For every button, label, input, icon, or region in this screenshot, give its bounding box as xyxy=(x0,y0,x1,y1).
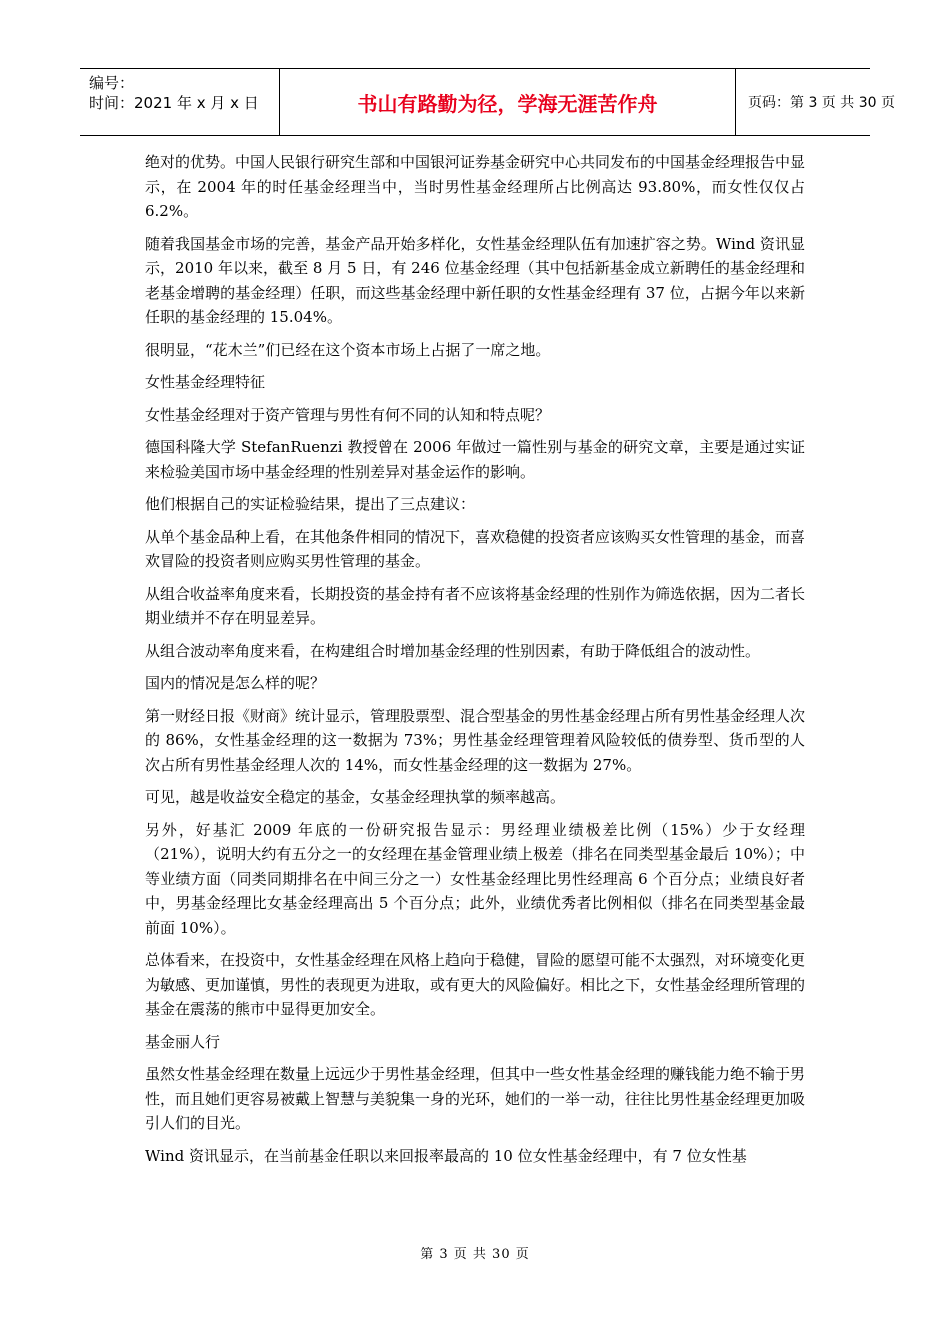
paragraph: 可见，越是收益安全稳定的基金，女基金经理执掌的频率越高。 xyxy=(145,788,566,806)
paragraph: 从组合波动率角度来看，在构建组合时增加基金经理的性别因素，有助于降低组合的波动性。 xyxy=(145,641,761,660)
header-meta xyxy=(80,69,280,135)
document-body xyxy=(145,150,805,1176)
paragraph: 很明显，“花木兰”们已经在这个资本市场上占据了一席之地。 xyxy=(145,340,551,359)
section-heading: 女性基金经理特征 xyxy=(145,373,266,391)
section-heading: 基金丽人行 xyxy=(145,1032,221,1051)
document-date-label: 时间：2021 年 x 月 x 日 xyxy=(89,94,259,112)
page-footer: 第 3 页 共 30 页 xyxy=(420,1247,530,1262)
document-number-label: 编号： xyxy=(89,74,135,92)
paragraph: 女性基金经理对于资产管理与男性有何不同的认知和特点呢？ xyxy=(145,405,551,424)
paragraph: 第一财经日报《财商》统计显示，管理股票型、混合型基金的男性基金经理占所有男性基金经理人次的 86%，女性基金经理的这一数据为 73%；男性基金经理管理着风险较低的债券型、货币型的人次占所有男性基金经理人次的 14%，而女性基金经理的这一数据为 27%。 xyxy=(145,706,806,774)
header-motto: 书山有路勤为径，学海无涯苦作舟 xyxy=(280,69,736,135)
paragraph: 另外，好基汇 2009 年底的一份研究报告显示：男经理业绩极差比例（15%）少于女经理（21%），说明大约有五分之一的女经理在基金管理业绩上极差（排名在同类型基金最后 10%）；中等业绩方面（同类同期排名在中间三分之一）女性基金经理比男性经理高 6 个百分点；业绩良好者中，男基金经理比女基金经理高出 5 个百分点；此外，业绩优秀者比例相似（排名在同类型基金最前面 10%）。 xyxy=(145,820,805,937)
paragraph: 他们根据自己的实证检验结果，提出了三点建议： xyxy=(145,495,476,513)
paragraph: 总体看来，在投资中，女性基金经理在风格上趋向于稳健，冒险的愿望可能不太强烈，对环境变化更为敏感、更加谨慎，男性的表现更为进取，或有更大的风险偏好。相比之下，女性基金经理所管理的基金在震荡的熊市中显得更加安全。 xyxy=(145,951,806,1018)
paragraph: 从单个基金品种上看，在其他条件相同的情况下，喜欢稳健的投资者应该购买女性管理的基金，而喜欢冒险的投资者则应购买男性管理的基金。 xyxy=(145,527,806,570)
paragraph: 随着我国基金市场的完善，基金产品开始多样化，女性基金经理队伍有加速扩容之势。Wind 资讯显示，2010 年以来，截至 8 月 5 日，有 246 位基金经理（其中包括新基金成立新聘任的基金经理和老基金增聘的基金经理）任职，而这些基金经理中新任职的女性基金经理有 37 位，占据今年以来新任职的基金经理的 15.04%。 xyxy=(145,234,805,326)
header-page-number: 页码：第 3 页 共 30 页 xyxy=(748,95,895,111)
page-header xyxy=(80,68,895,136)
paragraph: 德国科隆大学 StefanRuenzi 教授曾在 2006 年做过一篇性别与基金的研究文章，主要是通过实证来检验美国市场中基金经理的性别差异对基金运作的影响。 xyxy=(145,438,805,481)
paragraph: Wind 资讯显示，在当前基金任职以来回报率最高的 10 位女性基金经理中，有 7 位女性基 xyxy=(145,1146,747,1165)
paragraph: 虽然女性基金经理在数量上远远少于男性基金经理，但其中一些女性基金经理的赚钱能力绝不输于男性，而且她们更容易被戴上智慧与美貌集一身的光环，她们的一举一动，往往比男性基金经理更加吸引人们的目光。 xyxy=(145,1065,806,1132)
paragraph: 从组合收益率角度来看，长期投资的基金持有者不应该将基金经理的性别作为筛选依据，因为二者长期业绩并不存在明显差异。 xyxy=(145,584,806,627)
paragraph: 绝对的优势。中国人民银行研究生部和中国银河证券基金研究中心共同发布的中国基金经理报告中显示，在 2004 年的时任基金经理当中，当时男性基金经理所占比例高达 93.80%，而女性仅仅占 6.2%。 xyxy=(145,153,806,220)
paragraph: 国内的情况是怎么样的呢？ xyxy=(145,674,326,692)
